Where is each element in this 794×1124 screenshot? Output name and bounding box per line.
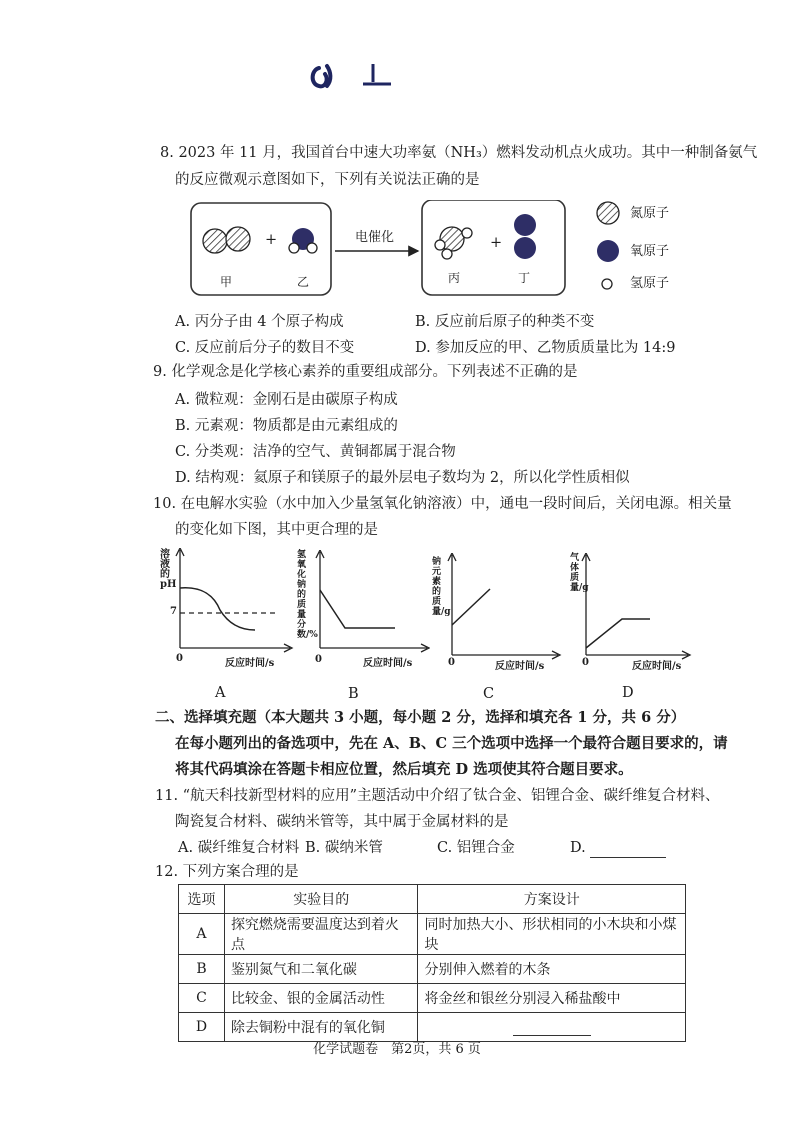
q9-option-a: A. 微粒观：金刚石是由碳原子构成 [175,392,398,408]
q11-option-c: C. 铝锂合金 [437,840,515,856]
q8-option-d: D. 参加反应的甲、乙物质质量比为 14:9 [415,340,676,356]
table-row [179,984,686,1013]
table-header-design: 方案设计 [418,885,686,914]
legend-o-label: 氧原子 [630,244,670,259]
n-atom [203,229,227,253]
q8-option-c: C. 反应前后分子的数目不变 [175,340,355,356]
q10-stem-line1: 10. 在电解水实验（水中加入少量氢氧化钠溶液）中，通电一段时间后，关闭电源。相关量 [153,496,732,512]
q11-stem-line2: 陶瓷复合材料、碳纳米管等，其中属于金属材料的是 [175,814,509,830]
table-row [179,914,686,955]
table-cell-design: 同时加热大小、形状相同的小木块和小煤块 [418,914,686,955]
graph-c-xlabel: 反应时间/s [495,661,545,672]
plus-sign-2: + [490,235,503,251]
h-atom [442,249,452,259]
q12-answer-blank[interactable] [513,1019,591,1036]
h-atom [435,240,445,250]
q10-stem-line2: 的变化如下图，其中更合理的是 [175,522,378,538]
q11-option-a: A. 碳纤维复合材料 [178,840,300,856]
graph-d-xlabel: 反应时间/s [632,661,682,672]
q8-option-a: A. 丙分子由 4 个原子构成 [175,314,344,330]
table-cell-design: 分别伸入燃着的木条 [418,955,686,984]
q11-answer-blank[interactable] [590,841,666,858]
label-jia: 甲 [220,275,233,289]
table-cell-purpose: 鉴别氮气和二氧化碳 [224,955,418,984]
graph-d-origin: 0 [582,657,589,668]
table-cell-purpose: 探究燃烧需要温度达到着火点 [224,914,418,955]
graph-c-ylabel: 钠元素的质量/g [432,557,451,617]
section2-instruction-line1: 在每小题列出的备选项中，先在 A、B、C 三个选项中选择一个最符合题目要求的，请 [175,735,728,752]
graph-b-ylabel: 氢氧化钠的质量分数/% [297,550,318,640]
q9-option-b: B. 元素观：物质都是由元素组成的 [175,418,398,434]
q12-options-table [178,884,686,1042]
h-atom [307,243,317,253]
graph-a-xlabel: 反应时间/s [225,658,275,669]
page-footer: 化学试题卷 第2页，共 6 页 [313,1042,481,1057]
q11-option-d [570,838,666,858]
q8-stem-line2: 的反应微观示意图如下，下列有关说法正确的是 [175,172,480,188]
legend-h-label: 氢原子 [630,276,670,291]
table-header-option: 选项 [179,885,225,914]
legend-n-label: 氮原子 [630,206,670,221]
plus-sign-1: + [265,232,278,248]
q9-stem: 9. 化学观念是化学核心素养的重要组成部分。下列表述不正确的是 [153,364,578,380]
graph-b-origin: 0 [315,654,322,665]
q9-option-c: C. 分类观：洁净的空气、黄铜都属于混合物 [175,444,456,460]
graph-b [295,550,430,675]
h-atom [289,243,299,253]
label-bing: 丙 [448,271,461,285]
graph-d-letter: D [622,685,634,701]
table-cell-design: 将金丝和银丝分别浸入稀盐酸中 [418,984,686,1013]
q11-option-b: B. 碳纳米管 [305,840,383,856]
graph-a [160,548,295,673]
table-header-purpose: 实验目的 [224,885,418,914]
q8-option-b: B. 反应前后原子的种类不变 [415,314,595,330]
table-header-row [179,885,686,914]
graph-a-letter: A [215,685,226,701]
h-atom [462,228,472,238]
graph-c-letter: C [483,686,495,702]
graph-a-origin: 0 [176,653,183,664]
legend-n-atom [597,202,619,224]
table-cell-purpose: 比较金、银的金属活动性 [224,984,418,1013]
table-row [179,955,686,984]
graph-d-ylabel: 气体质量/g [570,553,589,593]
q11-option-d-label: D. [570,840,586,856]
graph-c-origin: 0 [448,657,455,668]
graph-c [430,553,565,678]
q8-reaction-diagram [190,200,690,300]
table-cell-option: B [179,955,225,984]
legend-o-atom [597,240,619,262]
table-row [179,1013,686,1042]
o-atom [514,237,536,259]
section2-title: 二、选择填充题（本大题共 3 小题，每小题 2 分，选择和填充各 1 分，共 6 分） [155,709,686,726]
o-atom [514,214,536,236]
table-cell-option: D [179,1013,225,1042]
graph-d [570,553,694,678]
q8-stem-line1: 8. 2023 年 11 月，我国首台中速大功率氨（NH₃）燃料发动机点火成功。其中一种制备氨气 [160,145,758,161]
q11-stem-line1: 11. “航天科技新型材料的应用”主题活动中介绍了钛合金、铝锂合金、碳纤维复合材料、 [155,788,720,804]
legend-h-atom [602,279,612,289]
graph-b-xlabel: 反应时间/s [363,658,413,669]
table-cell-option: C [179,984,225,1013]
arrow-label: 电催化 [355,230,395,245]
label-yi: 乙 [297,275,310,289]
graph-a-ylabel: 溶液的pH [160,549,177,590]
table-cell-purpose: 除去铜粉中混有的氧化铜 [224,1013,418,1042]
label-ding: 丁 [518,271,531,285]
graph-b-letter: B [348,686,359,702]
table-cell-option: A [179,914,225,955]
section2-instruction-line2: 将其代码填涂在答题卡相应位置，然后填充 D 选项使其符合题目要求。 [175,761,633,778]
table-cell-design-blank[interactable] [418,1013,686,1042]
handwritten-mark [305,58,400,93]
graph-a-tick: 7 [170,606,177,617]
q9-option-d: D. 结构观：氦原子和镁原子的最外层电子数均为 2，所以化学性质相似 [175,470,630,486]
q12-stem: 12. 下列方案合理的是 [155,864,299,880]
n-atom [226,227,250,251]
